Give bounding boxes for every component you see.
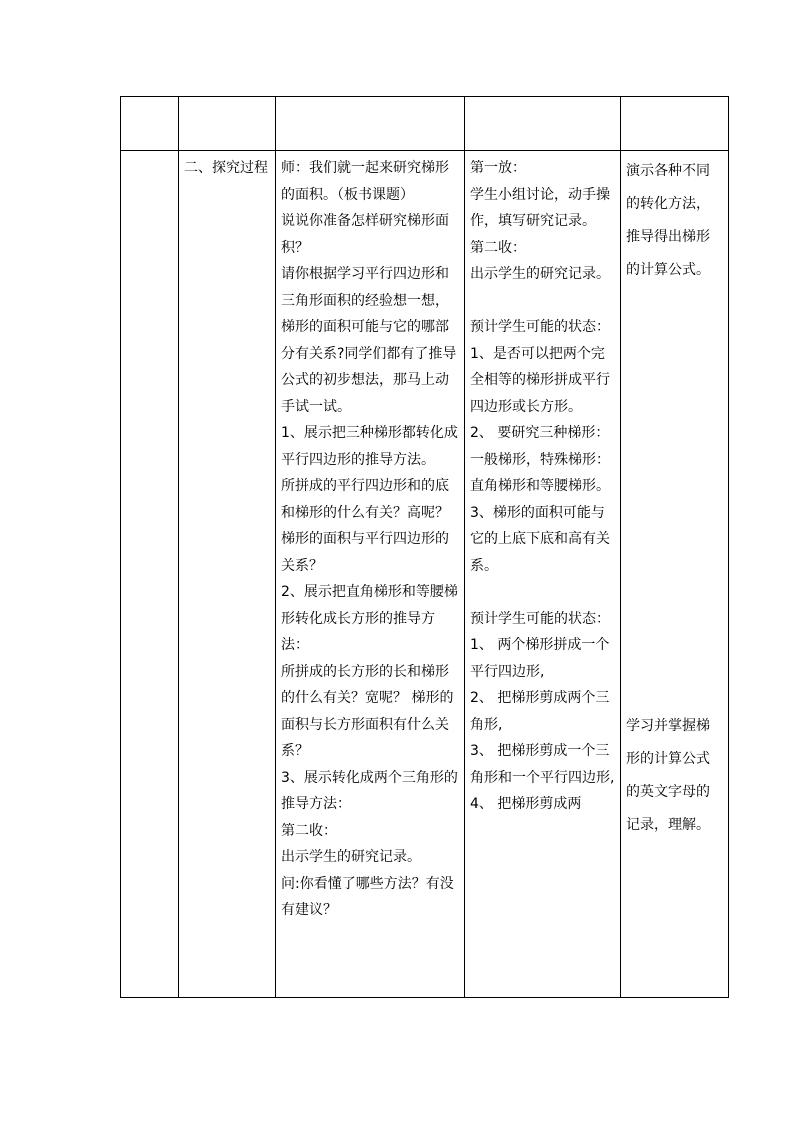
stage-cell [179,151,276,998]
design-intent-cell [621,151,729,998]
table-cell [465,97,621,151]
student-activity-cell [465,151,621,998]
stage-label: 二、探究过程 [184,160,268,176]
table-row [121,97,729,151]
spacer [626,287,723,710]
student-line: 第一放： [470,160,526,176]
teacher-line: 师：我们就一起来研究梯形的面积。（板书课题） [281,160,449,203]
student-line: 预计学生可能的状态： [470,319,610,335]
table-cell [121,97,179,151]
teacher-line: 1、展示把三种梯形都转化成平行四边形的推导方法。 [281,425,458,468]
blank-line [470,579,615,606]
teacher-line: 说说你准备怎样研究梯形面积？ [281,213,449,256]
teacher-line: 3、展示转化成两个三角形的推导方法： [281,769,458,812]
teacher-line: 所拼成的平行四边形和的底和梯形的什么有关？高呢？ 梯形的面积与平行四边形的关系？ [281,478,449,574]
blank-line [470,288,615,315]
student-line: 出示学生的研究记录。 [470,266,610,282]
teacher-activity-cell [276,151,465,998]
table-cell [179,97,276,151]
teacher-line: 2、展示把直角梯形和等腰梯形转化成长方形的推导方法： [281,584,458,653]
teacher-line: 出示学生的研究记录。 [281,849,421,865]
intent-top-text: 演示各种不同的转化方法，推导得出梯形的计算公式。 [626,163,710,278]
table-cell [121,151,179,998]
student-line: 1、是否可以把两个完全相等的梯形拼成平行四边形或长方形。 [470,345,610,415]
table-row [121,151,729,998]
student-line: 2、 把梯形剪成两个三角形, [470,690,610,733]
teacher-line: 问:你看懂了哪些方法？有没有建议？ [281,875,454,918]
student-line: 学生小组讨论，动手操作，填写研究记录。 [470,186,610,229]
student-line: 4、 把梯形剪成两 [470,796,582,812]
teacher-line: 所拼成的长方形的长和梯形的什么有关？宽呢？ 梯形的面积与长方形面积有什么关系？ [281,663,454,759]
table-cell [276,97,465,151]
student-line: 预计学生可能的状态： [470,610,610,627]
lesson-plan-table [120,96,729,998]
intent-bottom-text: 学习并掌握梯形的计算公式的英文字母的记录，理解。 [626,718,710,833]
student-line: 3、梯形的面积可能与它的上底下底和高有关系。 [470,504,610,574]
teacher-line: 第二收： [281,822,337,839]
student-line: 2、 要研究三种梯形：一般梯形，特殊梯形：直角梯形和等腰梯形。 [470,425,610,494]
student-line: 3、 把梯形剪成一个三角形和一个平行四边形, [470,743,615,786]
student-line: 第二收： [470,239,526,256]
student-line: 1、 两个梯形拼成一个平行四边形, [470,637,610,680]
table-cell [621,97,729,151]
teacher-line: 请你根据学习平行四边形和三角形面积的经验想一想，梯形的面积可能与它的哪部分有关系?同学们都有了推导公式的初步想法，那马上动手试一试。 [281,266,457,415]
